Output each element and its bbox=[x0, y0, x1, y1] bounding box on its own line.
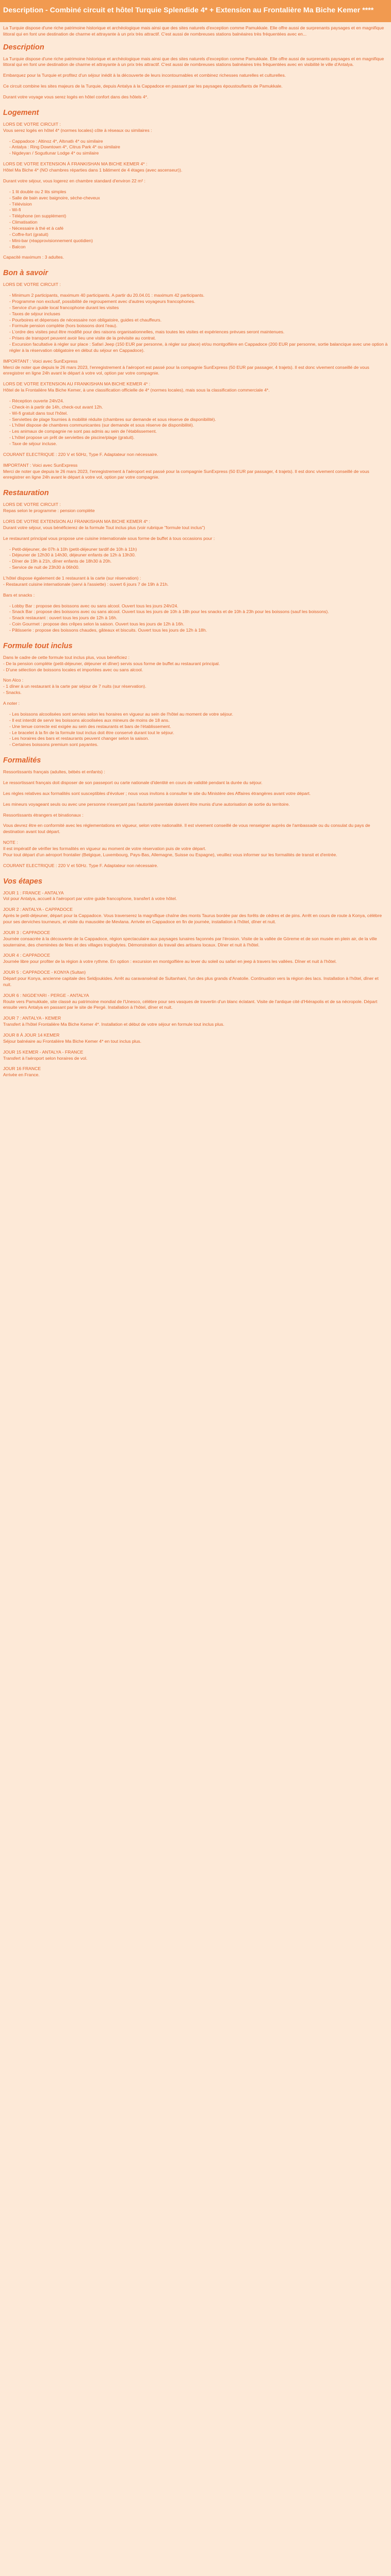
list-item-text: Déjeuner de 12h30 à 14h30, déjeuner enfants de 12h à 13h30. bbox=[12, 552, 136, 558]
logement-p2-label: LORS DE VOTRE EXTENSION À FRANKISHAN MA BICHE KEMER 4* : bbox=[3, 161, 148, 167]
list-item-text: Service de nuit de 23h30 à 06h00. bbox=[12, 565, 80, 570]
list-item: - Climatisation bbox=[9, 219, 38, 225]
list-item: - Wi-fi bbox=[9, 207, 21, 213]
list-item: - Nigdeyarı / Sogutlunar Lodge 4* ou similaire bbox=[9, 150, 99, 156]
section-logement bbox=[3, 108, 388, 261]
list-item-text: Les boissons alcoolisées sont servies selon les horaires en vigueur au sein de l'hôtel au moment de votre séjour. bbox=[12, 711, 233, 717]
intro-text: La Turquie dispose d'une riche patrimoine historique et archéologique mais ainsi que des sites naturels d'exception comme Pamukkale. Elle offre aussi de surprenants paysages et en magnifique littoral qui en font une destination de charme et attrayante à un prix très attractif. C'est aussi de nombreuses stations balnéaires très fréquentées avec en... bbox=[3, 25, 384, 37]
formalites-p9-text: Pour tout départ d'un aéroport frontalier (Belgique, Luxembourg, Pays-Bas, Allemagne, Suisse ou Espagne), veuillez vous informer sur les formalités de transit et d'entrée. bbox=[3, 852, 337, 857]
day-text: Vol pour Antalya, accueil à l'aéroport par votre guide francophone, transfert à votre hôtel. bbox=[3, 896, 177, 902]
list-item: - Une tenue correcte est exigée au sein des restaurants et bars de l'établissement. bbox=[9, 723, 171, 729]
bon-p5-label: IMPORTANT : Voici avec SunExpress bbox=[3, 462, 78, 468]
list-item: - Téléphone (en supplément) bbox=[9, 213, 67, 219]
day-title: JOUR 7 : ANTALYA - KEMER bbox=[3, 1015, 61, 1021]
logement-p1 bbox=[3, 122, 388, 134]
list-item-text: Petit-déjeuner, de 07h à 10h (petit-déjeuner tardif de 10h à 11h) bbox=[12, 546, 137, 552]
list-item: - Formule pension complète (hors boissons dont l'eau). bbox=[9, 323, 118, 329]
list-item-text: Taxes de séjour incluses bbox=[12, 311, 60, 316]
list-item-text: Serviettes de plage fournies à mobilité réduite (chambres sur demande et sous réserve de disponibilité). bbox=[12, 416, 216, 422]
restauration-p2 bbox=[3, 519, 388, 531]
logement-p4: Durant votre séjour, vous logerez en chambre standard d'environ 22 m² : bbox=[3, 178, 145, 183]
list-item-text: Snack restaurant : ouvert tous les jours de 12h à 16h. bbox=[12, 615, 118, 621]
list-item-text: Antalya : Ring Downtown 4*, Citrus Park 4* ou similaire bbox=[11, 144, 120, 150]
bon-p3 bbox=[3, 381, 388, 394]
restauration-p1 bbox=[3, 502, 388, 514]
day-text: Route vers Pamukkale, site classé au patrimoine mondial de l'Unesco, célèbre pour ses vasques de travertin d'un blanc éclatant. Visite de l'antique cité d'Hiérapolis et de sa nécropole. Départ ensuite vers Antalya en passant par le site de Pergé. Installation à l'hôtel, dîner et nuit. bbox=[3, 998, 378, 1010]
restauration-p4 bbox=[3, 575, 388, 588]
formule-p5-text: - 1 dîner à un restaurant à la carte par séjour de 7 nuits (sur réservation). bbox=[3, 684, 146, 689]
section-vos-etapes bbox=[3, 876, 388, 1079]
bon-p1-label: LORS DE VOTRE CIRCUIT : bbox=[3, 282, 61, 287]
description-p1: La Turquie dispose d'une riche patrimoine historique et archéologique mais ainsi que des sites naturels d'exception comme Pamukkale. Elle offre aussi de surprenants paysages et en magnifique littoral qui en font une destination de charme et attrayante à un prix très attractif. C'est aussi de nombreuses stations balnéaires très fréquentées avec en visibilité le ville d'Antalya. bbox=[3, 56, 384, 67]
formalites-note-label: NOTE : bbox=[3, 840, 18, 845]
restauration-p1-label: LORS DE VOTRE CIRCUIT : bbox=[3, 502, 61, 507]
bon-p3-text: Hôtel de la Frontalière Ma Biche Kemer, à une classification officielle de 4* (normes locales), mais sous la classification commerciale 4*. bbox=[3, 387, 270, 393]
section-heading-logement: Logement bbox=[3, 108, 39, 117]
formule-p2-text: - De la pension complète (petit-déjeuner, déjeuner et dîner) servis sous forme de buffet au restaurant principal. bbox=[3, 660, 220, 666]
formalites-p7 bbox=[3, 840, 388, 858]
list-item: - Déjeuner de 12h30 à 14h30, déjeuner enfants de 12h à 13h30. bbox=[9, 552, 136, 558]
list-item-text: Coin Gourmet : propose des crêpes selon la saison. Ouvert tous les jours de 12h à 16h. bbox=[12, 621, 185, 627]
day-text: Séjour balnéaire au Frontalière Ma Biche Kemer 4* en tout inclus plus. bbox=[3, 1038, 141, 1044]
section-description bbox=[3, 42, 388, 100]
list-item: - Il est interdit de servir les boissons alcoolisées aux mineurs de moins de 18 ans. bbox=[9, 717, 170, 723]
list-item-text: Cappadoce : Altinoz 4*, Altınatlı 4* ou similaire bbox=[12, 138, 103, 144]
day-text: Journée consacrée à la découverte de la Cappadoce, région spectaculaire aux paysages lunaires façonnés par l'érosion. Visite de la vallée de Göreme et de son musée en plein air, de la ville souterraine, des cheminées de fées et des villages troglodytes. Démonstration du travail des artisans locaux. Dîner et nuit à l'hôtel. bbox=[3, 936, 377, 947]
list-item: - Check-in à partir de 14h, check-out avant 12h. bbox=[9, 404, 103, 410]
description-p3: Ce circuit combine les sites majeurs de la Turquie, depuis Antalya à la Cappadoce en passant par les paysages époustouflants de Pamukkale. bbox=[3, 83, 283, 89]
day-title: JOUR 3 : CAPPADOCE bbox=[3, 929, 51, 935]
section-restauration bbox=[3, 488, 388, 634]
day-item bbox=[3, 1049, 388, 1062]
day-item bbox=[3, 970, 388, 988]
list-item: - Nécessaire à thé et à café bbox=[9, 225, 64, 231]
section-heading-vos-etapes: Vos étapes bbox=[3, 877, 43, 886]
list-item: - Pâtisserie : propose des boissons chaudes, gâteaux et biscuits. Ouvert tous les jours de 12h à 18h. bbox=[9, 628, 207, 633]
list-item-text: Service d'un guide local francophone durant les visites bbox=[12, 304, 119, 310]
list-item: - Programme non exclusif, possibilité de regroupement avec d'autres voyageurs francophones. bbox=[9, 298, 196, 304]
list-item: - L'ordre des visites peut être modifié pour des raisons organisationnelles, mais toutes les visites et expériences prévues seront maintenues. bbox=[9, 329, 285, 335]
restauration-p5-text: - Restaurant cuisine internationale (servi à l'assiette) : ouvert 6 jours 7 de 19h à 21h. bbox=[3, 581, 169, 587]
day-title: JOUR 1 : FRANCE - ANTALYA bbox=[3, 890, 64, 895]
day-item bbox=[3, 993, 388, 1011]
restauration-p6: Bars et snacks : bbox=[3, 592, 35, 598]
list-item: - Petit-déjeuner, de 07h à 10h (petit-déjeuner tardif de 10h à 11h) bbox=[9, 546, 137, 552]
list-item: - Dîner de 19h à 21h, dîner enfants de 18h30 à 20h. bbox=[9, 558, 112, 564]
formalites-p4: Les mineurs voyageant seuls ou avec une personne n'exerçant pas l'autorité parentale doivent être munis d'une autorisation de sortie du territoire. bbox=[3, 801, 290, 807]
list-item-text: Nigdeyarı / Sogutlunar Lodge 4* ou similaire bbox=[12, 150, 99, 156]
list-item: - Coffre-fort (gratuit) bbox=[9, 231, 48, 237]
restauration-p2-text: Durant votre séjour, vous bénéficierez de la formule Tout inclus plus (voir rubrique "formule tout inclus") bbox=[3, 524, 205, 530]
section-heading-restauration: Restauration bbox=[3, 489, 49, 498]
formule-p6-text: - Snacks. bbox=[3, 690, 22, 696]
formalites-p5: Ressortissants étrangers et binationaux : bbox=[3, 812, 84, 818]
day-item bbox=[3, 953, 388, 965]
description-p4: Durant votre voyage vous serez logés en hôtel confort dans des hôtels 4*. bbox=[3, 94, 149, 100]
list-item: - Le bracelet à la fin de la formule tout inclus doit être conservé durant tout le séjour. bbox=[9, 730, 174, 735]
list-item: - Prises de transport peuvent avoir lieu une visite de la prévisite au contrat. bbox=[9, 335, 156, 341]
list-item-text: Nécessaire à thé et à café bbox=[12, 225, 64, 231]
day-title: JOUR 16 FRANCE bbox=[3, 1066, 41, 1072]
list-item: - Snack restaurant : ouvert tous les jours de 12h à 16h. bbox=[9, 615, 118, 621]
list-item-text: Excursion facultative à régler sur place : Safari Jeep (150 EUR par personne, à régler sur place) et/ou montgolfière en Cappadoce (200 EUR par personne, sortie balancique avec une option à régler à la réservation obligatoire en début du séjour en Cappadoce). bbox=[9, 341, 388, 353]
list-item: - Cappadoce : Altinoz 4*, Altınatlı 4* ou similaire bbox=[9, 138, 103, 144]
day-text: Arrivée en France. bbox=[3, 1072, 40, 1078]
list-item-text: Snack Bar : propose des boissons avec ou sans alcool. Ouvert tous les jours de 10h à 18h pour les snacks et de 10h à 23h pour les boissons (sauf les boissons). bbox=[12, 609, 329, 615]
day-title: JOUR 4 : CAPPADOCE bbox=[3, 953, 51, 958]
formule-p3-text: - D'une sélection de boissons locales et importées avec ou sans alcool. bbox=[3, 667, 143, 672]
logement-p1-text: Vous serez logés en hôtel 4* (normes locales) côte à réseaux ou similaires : bbox=[3, 127, 152, 133]
list-item-text: Check-in à partir de 14h, check-out avant 12h. bbox=[12, 404, 103, 410]
list-item-text: Coffre-fort (gratuit) bbox=[12, 231, 48, 237]
logement-list1 bbox=[3, 139, 388, 157]
day-text: Transfert à l'hôtel Frontalière Ma Biche Kemer 4*. Installation et début de votre séjour en formule tout inclus plus. bbox=[3, 1022, 224, 1027]
bon-p5 bbox=[3, 463, 388, 481]
bon-list2 bbox=[3, 398, 388, 447]
list-item: - Les horaires des bars et restaurants peuvent changer selon la saison. bbox=[9, 736, 149, 741]
list-item: - Lobby Bar : propose des boissons avec ou sans alcool. Ouvert tous les jours 24h/24. bbox=[9, 603, 178, 608]
list-item-text: Téléphone (en supplément) bbox=[12, 213, 67, 219]
restauration-p3: Le restaurant principal vous propose une cuisine internationale sous forme de buffet à tous occasions pour : bbox=[3, 535, 215, 541]
formalites-p8-text: Il est impératif de vérifier les formalités en vigueur au moment de votre réservation puis de votre départ. bbox=[3, 845, 206, 851]
day-item bbox=[3, 1015, 388, 1028]
formule-p4 bbox=[3, 677, 388, 696]
page bbox=[0, 0, 391, 1095]
description-p2: Embarquez pour la Turquie et profitez d'un séjour inédit à la découverte de leurs incontournables et combinez richesses naturelles et culturelles. bbox=[3, 73, 286, 78]
section-heading-formule: Formule tout inclus bbox=[3, 641, 73, 650]
list-item-text: Les animaux de compagnie ne sont pas admis au sein de l'établissement. bbox=[12, 429, 157, 434]
list-item: - Antalya : Ring Downtown 4*, Citrus Park 4* ou similaire bbox=[9, 144, 120, 150]
content bbox=[0, 22, 391, 1095]
list-item: - Balcon bbox=[9, 244, 26, 249]
list-item-text: Le bracelet à la fin de la formule tout inclus doit être conservé durant tout le séjour. bbox=[12, 730, 174, 735]
list-item-text: Wi-fi gratuit dans tout l'hôtel. bbox=[12, 410, 68, 416]
list-item: - Wi-fi gratuit dans tout l'hôtel. bbox=[9, 410, 68, 416]
bon-p2-label: IMPORTANT : Voici avec SunExpress bbox=[3, 358, 78, 364]
list-item-text: Programme non exclusif, possibilité de regroupement avec d'autres voyageurs francophones. bbox=[12, 298, 196, 304]
day-item bbox=[3, 1032, 388, 1045]
bon-p5-text: Merci de noter que depuis le 26 mars 2023, l'enregistrement à l'aéroport est passé pour la compagnie SunExpress (50 EUR par passager, 4 trajets). Il est donc vivement conseillé de vous enregistrer en ligne 24h avant le départ à votre vol, option par votre compagnie. bbox=[3, 468, 369, 480]
list-item-text: Wi-fi bbox=[12, 207, 21, 213]
formalites-p3: Les règles relatives aux formalités sont susceptibles d'évoluer ; nous vous invitons à consulter le site du Ministère des Affaires étrangères avant votre départ. bbox=[3, 790, 311, 796]
list-item-text: Taxe de séjour incluse. bbox=[12, 441, 57, 446]
list-item: - Télévision bbox=[9, 201, 32, 207]
day-text: Départ pour Konya, ancienne capitale des Seldjoukides. Arrêt au caravansérail de Sultanhani, l'un des plus grands d'Anatolie. Continuation vers la région des lacs. Installation à l'hôtel, dîner et nuit. bbox=[3, 975, 379, 987]
list-item: - Service d'un guide local francophone durant les visites bbox=[9, 304, 119, 310]
list-item-text: Télévision bbox=[12, 201, 32, 207]
list-item-text: Pâtisserie : propose des boissons chaudes, gâteaux et biscuits. Ouvert tous les jours de 12h à 18h. bbox=[12, 628, 207, 633]
list-item: - Réception ouverte 24h/24. bbox=[9, 398, 64, 403]
day-text: Transfert à l'aéroport selon horaires de vol. bbox=[3, 1055, 88, 1061]
formalites-p10: COURANT ELECTRIQUE : 220 V et 50Hz. Type F. Adaptateur non nécessaire. bbox=[3, 862, 158, 868]
list-item-text: Une tenue correcte est exigée au sein des restaurants et bars de l'établissement. bbox=[12, 723, 171, 729]
list-item: - Les animaux de compagnie ne sont pas admis au sein de l'établissement. bbox=[9, 429, 157, 434]
section-formalites bbox=[3, 755, 388, 869]
formalites-p1: Ressortissants français (adultes, bébés et enfants) : bbox=[3, 769, 105, 775]
list-item-text: Les horaires des bars et restaurants peuvent changer selon la saison. bbox=[12, 736, 149, 741]
list-item-text: Prises de transport peuvent avoir lieu une visite de la prévisite au contrat. bbox=[12, 335, 156, 341]
bon-p2 bbox=[3, 359, 388, 377]
list-item: - 1 lit double ou 2 lits simples bbox=[9, 189, 67, 194]
list-item: - Coin Gourmet : propose des crêpes selon la saison. Ouvert tous les jours de 12h à 16h. bbox=[9, 621, 185, 627]
day-item bbox=[3, 890, 388, 903]
day-item bbox=[3, 907, 388, 925]
list-item: - Snack Bar : propose des boissons avec ou sans alcool. Ouvert tous les jours de 10h à 18h pour les snacks et de 10h à 23h pour les boissons (sauf les boissons). bbox=[9, 609, 329, 615]
restauration-list2 bbox=[3, 603, 388, 634]
list-item: - Les boissons alcoolisées sont servies selon les horaires en vigueur au sein de l'hôtel au moment de votre séjour. bbox=[9, 711, 233, 717]
formalites-p6: Vous devrez être en conformité avec les réglementations en vigueur, selon votre nationalité. Il est vivement conseillé de vous renseigner auprès de l'ambassade ou du consulat du pays de destination avant tout départ. bbox=[3, 823, 370, 835]
list-item-text: Lobby Bar : propose des boissons avec ou sans alcool. Ouvert tous les jours 24h/24. bbox=[12, 603, 178, 608]
list-item-text: 1 lit double ou 2 lits simples bbox=[12, 189, 67, 194]
day-text: Journée libre pour profiter de la région à votre rythme. En option : excursion en montgolfière au lever du soleil ou safari en jeep à travers les vallées. Dîner et nuit à l'hôtel. bbox=[3, 959, 337, 964]
formule-p1 bbox=[3, 655, 388, 673]
formule-list bbox=[3, 711, 388, 748]
list-item-text: Réception ouverte 24h/24. bbox=[12, 398, 64, 403]
restauration-list bbox=[3, 547, 388, 571]
list-item-text: Certaines boissons premium sont payantes. bbox=[12, 742, 99, 748]
bon-p3-label: LORS DE VOTRE EXTENSION AU FRANKISHAN MA BICHE KEMER 4* : bbox=[3, 381, 151, 387]
logement-list2 bbox=[3, 189, 388, 250]
day-title: JOUR 5 : CAPPADOCE - KONYA (Sultan) bbox=[3, 970, 86, 975]
bon-list1 bbox=[3, 293, 388, 354]
list-item: - Minimum 2 participants, maximum 40 participants. A partir du 20.04.01 : maximum 42 participants. bbox=[9, 293, 205, 298]
bon-p4: COURANT ELECTRIQUE : 220 V et 50Hz, Type F. Adaptateur non nécessaire. bbox=[3, 451, 158, 457]
section-formule bbox=[3, 641, 388, 748]
list-item-text: Minimum 2 participants, maximum 40 participants. A partir du 20.04.01 : maximum 42 participants. bbox=[12, 293, 205, 298]
formule-p7: A noter : bbox=[3, 701, 20, 706]
logement-p5: Capacité maximum : 3 adultes. bbox=[3, 255, 64, 260]
day-title: JOUR 2 : ANTALYA - CAPPADOCE bbox=[3, 907, 73, 912]
restauration-p2-label: LORS DE VOTRE EXTENSION AU FRANKISHAN MA BICHE KEMER 4* : bbox=[3, 519, 151, 524]
day-item bbox=[3, 930, 388, 948]
list-item: - Salle de bain avec baignoire, sèche-cheveux bbox=[9, 195, 100, 200]
section-bon-a-savoir bbox=[3, 268, 388, 481]
list-item-text: Mini-bar (réapprovisionnement quotidien) bbox=[12, 238, 93, 243]
bon-p2-text: Merci de noter que depuis le 26 mars 2023, l'enregistrement à l'aéroport est passé pour la compagnie SunExpress (50 EUR par passager, 4 trajets). Il est donc vivement conseillé de vous enregistrer en ligne 24h avant le départ à votre vol, option par votre compagnie. bbox=[3, 364, 369, 376]
list-item: - Taxe de séjour incluse. bbox=[9, 441, 57, 446]
list-item-text: L'ordre des visites peut être modifié pour des raisons organisationnelles, mais toutes les visites et expériences prévues seront maintenues. bbox=[12, 329, 285, 335]
list-item-text: Il est interdit de servir les boissons alcoolisées aux mineurs de moins de 18 ans. bbox=[12, 717, 170, 723]
restauration-p1-text: Repas selon le programme : pension complète bbox=[3, 508, 95, 514]
list-item: - Pourboires et dépenses de nécessaire non obligatoire, guides et chauffeurs. bbox=[9, 317, 162, 323]
list-item: - L'hôtel dispose de chambres communicantes (sur demande et sous réserve de disponibilité). bbox=[9, 422, 194, 428]
list-item-text: Salle de bain avec baignoire, sèche-cheveux bbox=[12, 195, 100, 200]
section-heading-bon-a-savoir: Bon à savoir bbox=[3, 269, 48, 278]
section-heading-description: Description bbox=[3, 43, 44, 52]
day-text: Après le petit-déjeuner, départ pour la Cappadoce. Vous traverserez la magnifique chaîne des monts Taurus bordée par des forêts de cèdres et de pins. Arrêt en cours de route à Konya, célèbre pour ses derviches tourneurs, et visite du mausolée de Mevlana. Arrivée en Cappadoce en fin de journée, installation à l'hôtel, dîner et nuit. bbox=[3, 913, 382, 924]
logement-p2 bbox=[3, 161, 388, 174]
list-item-text: L'hôtel propose un prêt de serviettes de piscine/plage (gratuit). bbox=[12, 435, 135, 440]
formule-p4-text: Non Alco : bbox=[3, 677, 24, 683]
list-item: - Serviettes de plage fournies à mobilité réduite (chambres sur demande et sous réserve de disponibilité). bbox=[9, 416, 216, 422]
list-item-text: L'hôtel dispose de chambres communicantes (sur demande et sous réserve de disponibilité). bbox=[12, 422, 194, 428]
list-item-text: Climatisation bbox=[12, 219, 38, 225]
logement-p3: Hôtel Ma Biche 4* (NO chambres réparties dans 1 bâtiment de 4 étages (avec ascenseur)). bbox=[3, 167, 183, 173]
formalites-p2: Le ressortissant français doit disposer de son passeport ou carte nationale d'identité en cours de validité pendant la durée du séjour. bbox=[3, 779, 263, 785]
list-item: - Taxes de séjour incluses bbox=[9, 311, 60, 316]
list-item-text: Dîner de 19h à 21h, dîner enfants de 18h30 à 20h. bbox=[12, 558, 112, 564]
day-item bbox=[3, 1066, 388, 1078]
logement-p1-label: LORS DE VOTRE CIRCUIT : bbox=[3, 121, 61, 127]
list-item-text: Balcon bbox=[12, 244, 26, 249]
day-title: JOUR 6 : NIGDEYARI - PERGE - ANTALYA bbox=[3, 992, 89, 998]
day-title: JOUR 15 KEMER - ANTALYA - FRANCE bbox=[3, 1049, 84, 1055]
list-item: - L'hôtel propose un prêt de serviettes de piscine/plage (gratuit). bbox=[9, 435, 135, 440]
formule-p1-text: Dans le cadre de cette formule tout inclus plus, vous bénéficiez : bbox=[3, 654, 130, 660]
list-item-text: Formule pension complète (hors boissons dont l'eau). bbox=[12, 323, 118, 329]
page-header bbox=[0, 0, 391, 22]
list-item: - Service de nuit de 23h30 à 06h00. bbox=[9, 565, 80, 570]
list-item-text: Pourboires et dépenses de nécessaire non obligatoire, guides et chauffeurs. bbox=[12, 317, 162, 323]
page-title: Description - Combiné circuit et hôtel Turquie Splendide 4* + Extension au Frontalière Ma Biche Kemer **** bbox=[3, 6, 374, 14]
restauration-p4-text: L'hôtel dispose également de 1 restaurant à la carte (sur réservation) : bbox=[3, 575, 141, 581]
list-item: - Excursion facultative à régler sur place : Safari Jeep (150 EUR par personne, à régler sur place) et/ou montgolfière en Cappadoce (200 EUR par personne, sortie balancique avec une option à régler à la réservation obligatoire en début du séjour en Cappadoce). bbox=[9, 341, 388, 353]
list-item: - Mini-bar (réapprovisionnement quotidien) bbox=[9, 238, 93, 243]
day-title: JOUR 8 À JOUR 14 KEMER bbox=[3, 1032, 60, 1038]
section-heading-formalites: Formalités bbox=[3, 756, 41, 765]
list-item: - Certaines boissons premium sont payantes. bbox=[9, 742, 99, 748]
